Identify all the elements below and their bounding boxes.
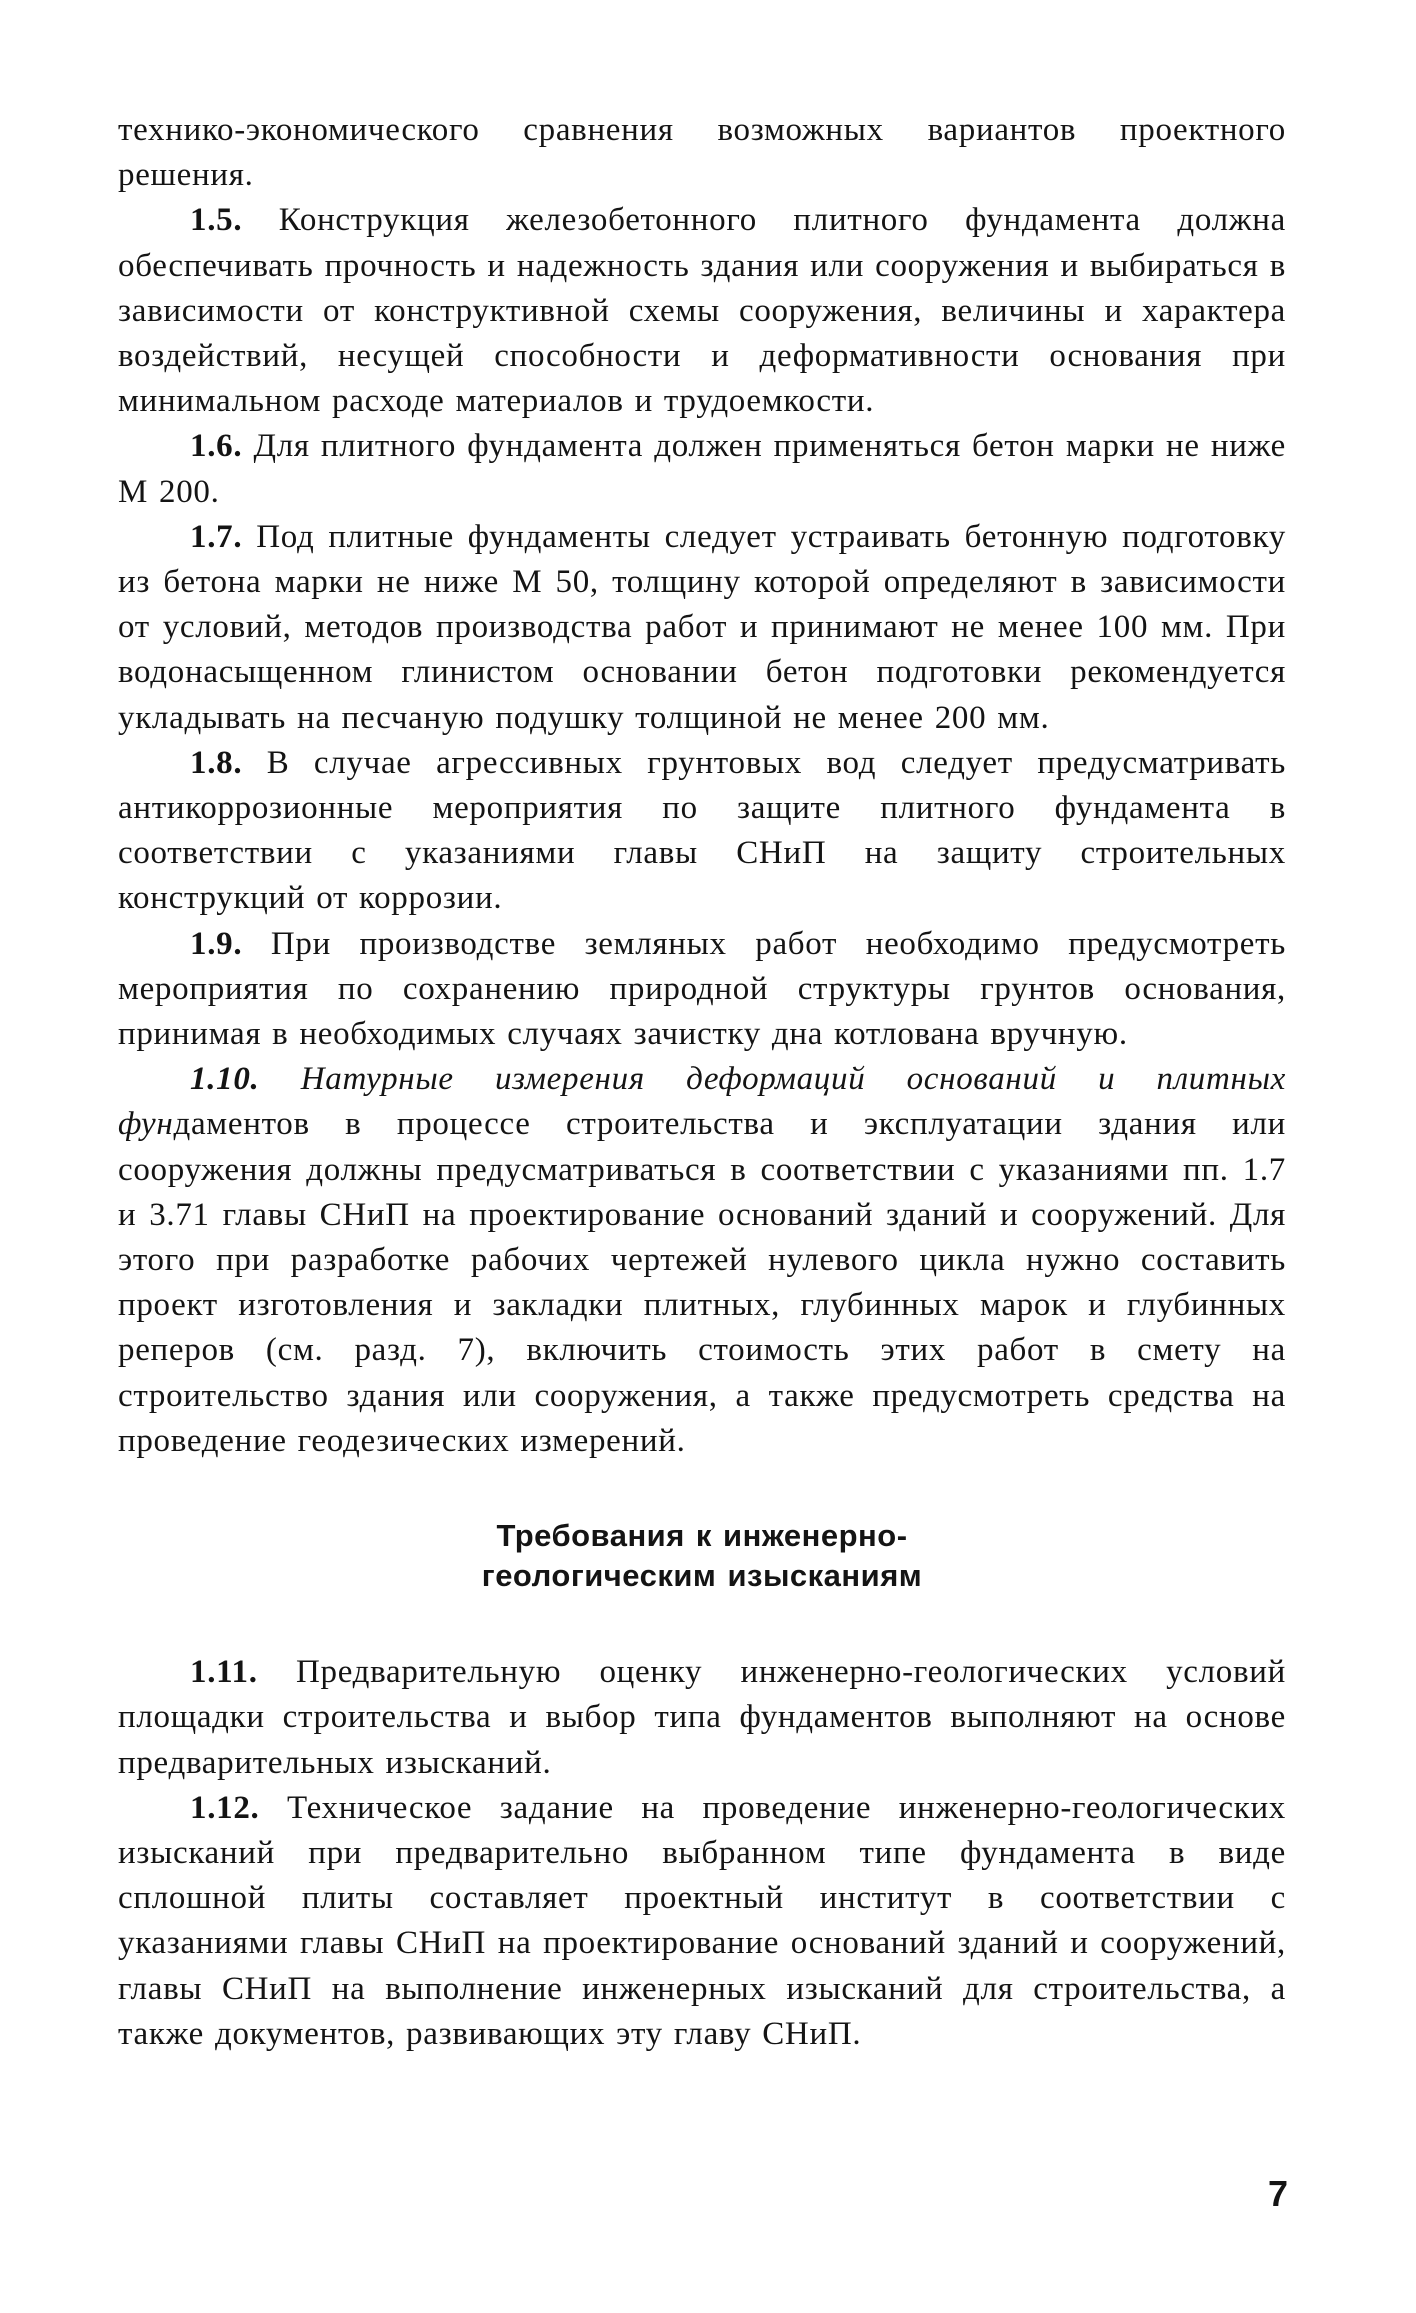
paragraph-text: Техническое задание на проведение инженерно-геологических изысканий при предварительно выбранном типе фундамента в виде сплошной плиты составляет проектный институт в соответствии с указаниями главы СНиП на проектирование оснований зданий и сооружений, главы СНиП на выполнение инженерных изысканий для строительства, а также документов, развивающих эту главу СНиП. xyxy=(118,1789,1286,2052)
paragraph-text: Для плитного фундамента должен применяться бетон марки не ниже М 200. xyxy=(118,428,1287,510)
document-page xyxy=(118,108,1286,2057)
paragraph-1-11 xyxy=(118,1650,1286,1786)
paragraph-text: Предварительную оценку инженерно-геологических условий площадки строительства и выбор типа фундаментов выполняют на основе предварительных изысканий. xyxy=(118,1654,1286,1781)
paragraph-number: 1.8. xyxy=(190,744,243,781)
paragraph-number: 1.9. xyxy=(190,925,243,962)
paragraph-text: Конструкция железобетонного плитного фундамента должна обеспечивать прочность и надежность здания или сооружения и выбираться в зависимости от конструктивной схемы сооружения, величины и характера воздействий, несущей способности и деформативности основания при минимальном расходе материалов и трудоемкости. xyxy=(118,202,1287,420)
section-heading xyxy=(118,1516,1286,1596)
paragraph-text: Под плитные фундаменты следует устраивать бетонную подготовку из бетона марки не ниже М 50, толщину которой определяют в зависимости от условий, методов производства работ и принимают не менее 100 мм. При водонасыщенном глинистом основании бетон подготовки рекомендуется укладывать на песчаную подушку толщиной не менее 200 мм. xyxy=(118,518,1287,736)
paragraph-text: В случае агрессивных грунтовых вод следует предусматривать антикоррозионные мероприятия по защите плитного фундамента в соответствии с указаниями главы СНиП на защиту строительных конструкций от коррозии. xyxy=(118,744,1286,917)
paragraph-1-12 xyxy=(118,1786,1286,2057)
paragraph-1-5 xyxy=(118,198,1286,424)
paragraph-number: 1.12. xyxy=(190,1789,260,1826)
paragraph-number: 1.7. xyxy=(190,518,243,555)
paragraph-number: 1.11. xyxy=(190,1654,258,1691)
paragraph-text: даментов в процессе строительства и эксплуатации здания или сооружения должны предусматриваться в соответствии с указаниями пп. 1.7 и 3.71 главы СНиП на проектирование оснований зданий и сооружений. Для этого при разработке рабочих чертежей нулевого цикла нужно составить проект изготовления и закладки плитных, глубинных марок и глубинных реперов (см. разд. 7), включить стоимость этих работ в смету на строительство здания или сооружения, а также предусмотреть средства на проведение геодезических измерений. xyxy=(118,1106,1286,1459)
page-number: 7 xyxy=(1267,2173,1288,2214)
paragraph-text: При производстве земляных работ необходимо предусмотреть мероприятия по сохранению природной структуры грунтов основания, принимая в необходимых случаях зачистку дна котлована вручную. xyxy=(118,925,1287,1053)
intro-text: технико-экономического сравнения возможных вариантов проектного решения. xyxy=(118,112,1286,194)
section-heading-line-1: Требования к инженерно- xyxy=(496,1518,908,1554)
paragraph-1-7 xyxy=(118,515,1286,741)
paragraph-number: 1.6. xyxy=(190,428,243,465)
paragraph-number: 1.5. xyxy=(190,202,243,239)
section-heading-line-2: геологическим изысканиям xyxy=(481,1558,923,1594)
paragraph-1-8 xyxy=(118,741,1286,922)
paragraph-number: 1.10. xyxy=(190,1061,260,1098)
paragraph-1-10 xyxy=(118,1057,1286,1464)
intro-paragraph xyxy=(118,108,1286,198)
paragraph-1-6 xyxy=(118,424,1286,514)
paragraph-1-9 xyxy=(118,922,1286,1058)
paragraph-italic-text: Натурные измерения деформаций оснований и плитных фун xyxy=(118,1061,1287,1143)
